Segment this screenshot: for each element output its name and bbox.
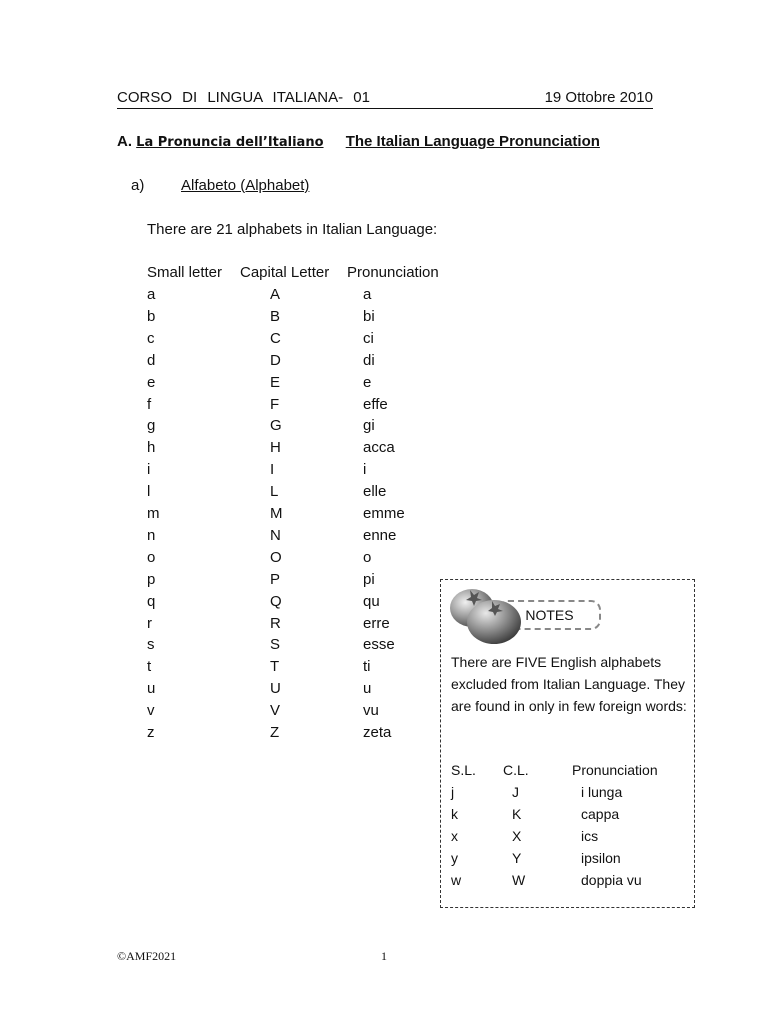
small-letter: o <box>147 548 156 566</box>
notes-small-letter: x <box>451 828 458 844</box>
capital-letter: M <box>270 505 283 522</box>
small-letter: r <box>147 614 152 632</box>
pronunciation: effe <box>363 395 388 413</box>
pronunciation: ci <box>363 329 374 347</box>
pronunciation: di <box>363 351 375 369</box>
list-item <box>0 850 768 872</box>
table-row <box>0 658 400 680</box>
pronunciation: pi <box>363 570 375 588</box>
small-letter: f <box>147 395 152 413</box>
notes-pronunciation: i lunga <box>581 784 623 800</box>
small-letter: b <box>147 307 156 325</box>
small-letter: e <box>147 373 156 391</box>
capital-letter: H <box>270 439 281 457</box>
subsection-title: Alfabeto (Alphabet) <box>181 177 310 194</box>
course-title: CORSO DI LINGUA ITALIANA- 01 <box>117 89 370 106</box>
notes-pronunciation: ics <box>581 828 599 844</box>
small-letter: q <box>147 592 156 610</box>
capital-letter: F <box>270 395 280 413</box>
table-row <box>0 352 400 374</box>
capital-letter: D <box>270 351 281 369</box>
pronunciation: erre <box>363 614 390 632</box>
notes-pronunciation: cappa <box>581 806 620 822</box>
table-row <box>0 571 400 593</box>
notes-header-capital: C.L. <box>503 762 529 778</box>
table-row <box>0 680 400 702</box>
pronunciation: enne <box>363 526 397 544</box>
pronunciation: qu <box>363 592 380 610</box>
section-title-english: The Italian Language Pronunciation <box>345 133 600 150</box>
small-letter: t <box>147 658 152 676</box>
pronunciation: e <box>363 373 372 391</box>
capital-letter: V <box>270 702 281 720</box>
table-row <box>0 461 400 483</box>
capital-letter: T <box>270 658 280 676</box>
small-letter: i <box>147 461 151 479</box>
table-row <box>0 593 400 615</box>
table-row <box>0 439 400 461</box>
pronunciation: gi <box>363 417 375 435</box>
subsection-marker: a) <box>131 177 145 194</box>
table-row <box>0 702 400 724</box>
notes-label: NOTES <box>498 600 601 630</box>
alphabet-table <box>0 286 450 746</box>
pronunciation: elle <box>363 483 387 501</box>
document-header <box>117 89 653 109</box>
pronunciation: a <box>363 286 372 303</box>
tomato-icon <box>448 584 524 651</box>
footer-copyright: ©AMF2021 <box>117 949 177 963</box>
capital-letter: U <box>270 680 281 698</box>
table-row <box>0 374 400 396</box>
table-row <box>0 330 400 352</box>
pronunciation: zeta <box>363 724 392 741</box>
capital-letter: A <box>270 286 281 303</box>
notes-pronunciation: ipsilon <box>581 850 621 866</box>
small-letter: z <box>147 724 155 741</box>
pronunciation: vu <box>363 702 379 720</box>
list-item <box>0 828 768 850</box>
pronunciation: ti <box>363 658 371 676</box>
notes-small-letter: k <box>451 806 458 822</box>
table-row <box>0 615 400 637</box>
small-letter: c <box>147 329 155 347</box>
capital-letter: P <box>270 570 281 588</box>
capital-letter: R <box>270 614 281 632</box>
intro-text: There are 21 alphabets in Italian Language: <box>147 221 438 238</box>
small-letter: p <box>147 570 156 588</box>
small-letter: a <box>147 286 156 303</box>
pronunciation: bi <box>363 307 375 325</box>
section-title-italian: La Pronuncia dell’Italiano <box>136 135 324 150</box>
table-row <box>0 549 400 571</box>
small-letter: g <box>147 417 156 435</box>
notes-text: There are FIVE English alphabets excluded from Italian Language. They are found in only in few foreign words: <box>451 654 687 714</box>
page-number: 1 <box>381 949 387 963</box>
small-letter: l <box>147 483 151 501</box>
table-row <box>0 724 400 746</box>
notes-capital-letter: Y <box>512 850 522 866</box>
small-letter: h <box>147 439 156 457</box>
small-letter: d <box>147 351 156 369</box>
notes-capital-letter: K <box>512 806 522 822</box>
capital-letter: Z <box>270 724 280 741</box>
capital-letter: Q <box>270 592 282 610</box>
table-row <box>0 396 400 418</box>
table-row <box>0 505 405 527</box>
document-date: 19 Ottobre 2010 <box>544 89 653 106</box>
column-header-pronunciation: Pronunciation <box>347 264 439 281</box>
capital-letter: S <box>270 636 281 654</box>
notes-capital-letter: W <box>512 872 526 888</box>
table-row <box>0 483 400 505</box>
pronunciation: o <box>363 548 372 566</box>
small-letter: m <box>147 505 160 522</box>
column-header-small: Small letter <box>147 264 223 281</box>
notes-capital-letter: X <box>512 828 522 844</box>
notes-small-letter: y <box>451 850 458 866</box>
notes-header-pronunciation: Pronunciation <box>572 762 658 778</box>
table-row <box>0 286 400 308</box>
capital-letter: C <box>270 329 281 347</box>
table-row <box>0 527 400 549</box>
capital-letter: N <box>270 526 281 544</box>
list-item <box>0 784 768 806</box>
section-heading <box>117 133 600 150</box>
table-row <box>0 636 400 658</box>
pronunciation: emme <box>363 505 405 522</box>
notes-small-letter: j <box>451 784 455 800</box>
list-item <box>0 872 768 894</box>
small-letter: s <box>147 636 155 654</box>
pronunciation: esse <box>363 636 395 654</box>
capital-letter: B <box>270 307 281 325</box>
notes-capital-letter: J <box>512 784 519 800</box>
capital-letter: I <box>270 461 275 479</box>
capital-letter: L <box>270 483 279 501</box>
small-letter: v <box>147 702 155 720</box>
pronunciation: acca <box>363 439 395 457</box>
notes-small-letter: w <box>451 872 462 888</box>
section-prefix: A. <box>117 133 132 150</box>
capital-letter: G <box>270 417 282 435</box>
list-item <box>0 806 768 828</box>
notes-header-small: S.L. <box>451 762 476 778</box>
notes-pronunciation: doppia vu <box>581 872 642 888</box>
column-header-capital: Capital Letter <box>240 264 330 281</box>
pronunciation: u <box>363 680 372 698</box>
small-letter: n <box>147 526 156 544</box>
pronunciation: i <box>363 461 367 479</box>
capital-letter: E <box>270 373 281 391</box>
table-row <box>0 417 400 439</box>
table-row <box>0 308 400 330</box>
small-letter: u <box>147 680 156 698</box>
capital-letter: O <box>270 548 282 566</box>
notes-table <box>0 784 768 894</box>
